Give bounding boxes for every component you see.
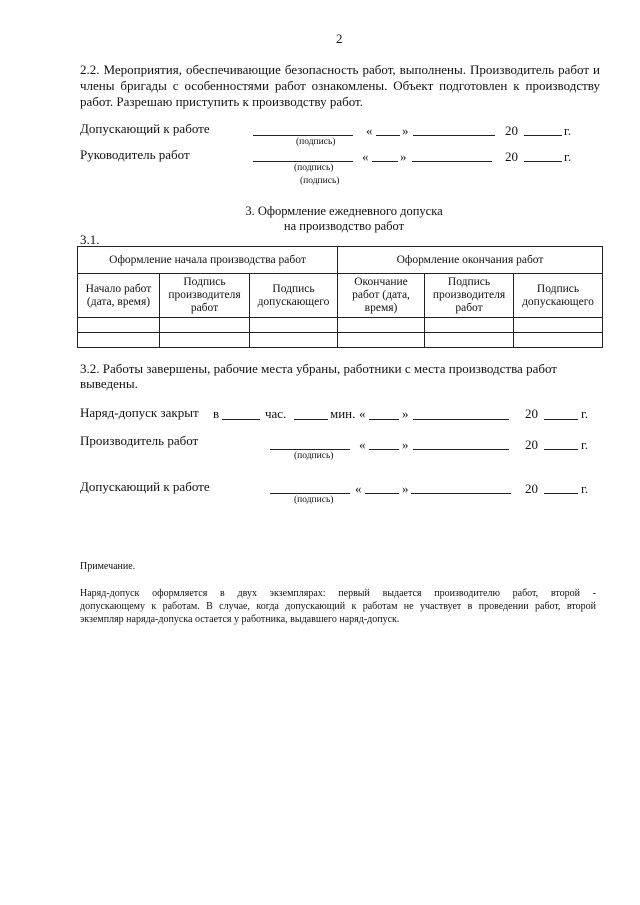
quote-open: « bbox=[366, 123, 373, 138]
month-line[interactable] bbox=[413, 449, 509, 450]
header-line: допускающего bbox=[522, 295, 594, 308]
col-header-end-time bbox=[338, 274, 425, 318]
day-line[interactable] bbox=[369, 419, 399, 420]
year-line[interactable] bbox=[544, 449, 578, 450]
col-header-start-time bbox=[78, 274, 160, 318]
year-suffix: г. bbox=[564, 149, 572, 164]
signature-caption: (подпись) bbox=[294, 495, 334, 505]
quote-close: » bbox=[402, 481, 409, 496]
hours-line[interactable] bbox=[222, 419, 260, 420]
section-3-2-line: выведены. bbox=[80, 376, 138, 391]
table-row bbox=[78, 333, 603, 348]
quote-close: » bbox=[402, 437, 409, 452]
producer-label: Производитель работ bbox=[80, 433, 199, 448]
note-line: экземпляр наряда-допуска остается у работника, выдавшего наряд-допуск. bbox=[80, 614, 400, 625]
section-3-title: 3. Оформление ежедневного допуска bbox=[245, 204, 443, 218]
header-line: (дата, время) bbox=[86, 295, 151, 308]
admitter-label: Допускающий к работе bbox=[80, 479, 210, 494]
start-group-header: Оформление начала производства работ bbox=[78, 247, 338, 274]
supervisor-signature-line[interactable] bbox=[253, 161, 353, 162]
subsection-3-1: 3.1. bbox=[80, 232, 100, 247]
in-word: в bbox=[213, 406, 220, 421]
table-cell[interactable] bbox=[78, 318, 160, 333]
quote-open: « bbox=[359, 437, 366, 452]
quote-open: « bbox=[362, 149, 369, 164]
end-group-header: Оформление окончания работ bbox=[338, 247, 603, 274]
month-line[interactable] bbox=[412, 161, 492, 162]
note-line: Наряд-допуск оформляется в двух экземплярах: первый выдается производителю работ, второй - bbox=[80, 588, 596, 599]
quote-open: « bbox=[355, 481, 362, 496]
year-prefix: 20 bbox=[525, 437, 538, 452]
section-2-2-line: члены бригады с особенностями работ ознакомлены. Объект подготовлен к производству bbox=[80, 78, 600, 93]
day-line[interactable] bbox=[376, 135, 400, 136]
year-suffix: г. bbox=[564, 123, 572, 138]
section-2-2-line: работ. Разрешаю приступить к производству работ. bbox=[80, 94, 363, 109]
section-2-2-line: 2.2. Мероприятия, обеспечивающие безопасность работ, выполнены. Производитель работ и bbox=[80, 62, 600, 77]
month-line[interactable] bbox=[413, 419, 509, 420]
header-line: Подпись bbox=[183, 276, 226, 288]
year-line[interactable] bbox=[524, 135, 562, 136]
hours-word: час. bbox=[265, 406, 287, 421]
table-cell[interactable] bbox=[514, 318, 603, 333]
admitter-label: Допускающий к работе bbox=[80, 121, 210, 136]
header-line: Подпись bbox=[272, 282, 315, 295]
month-line[interactable] bbox=[413, 135, 495, 136]
page-number: 2 bbox=[336, 31, 343, 46]
header-line: производителя bbox=[432, 289, 506, 301]
day-line[interactable] bbox=[372, 161, 398, 162]
note-text bbox=[80, 587, 596, 626]
note-line: допускающему к работам. В случае, когда допускающий к работам не участвует в проведении работ, второй bbox=[80, 601, 596, 612]
year-line[interactable] bbox=[524, 161, 562, 162]
col-header-producer-signature bbox=[425, 274, 514, 318]
table-cell[interactable] bbox=[338, 333, 425, 348]
section-2-2-text bbox=[80, 62, 600, 110]
year-line[interactable] bbox=[544, 419, 578, 420]
admitter-signature-line[interactable] bbox=[253, 135, 353, 136]
year-suffix: г. bbox=[581, 437, 589, 452]
minutes-word: мин. bbox=[330, 406, 356, 421]
admitter-signature-line[interactable] bbox=[270, 493, 350, 494]
signature-caption: (подпись) bbox=[296, 137, 336, 147]
quote-open: « bbox=[359, 406, 366, 421]
producer-signature-line[interactable] bbox=[270, 449, 350, 450]
signature-caption: (подпись) bbox=[300, 176, 340, 186]
note-title: Примечание. bbox=[80, 561, 136, 572]
year-prefix: 20 bbox=[505, 149, 518, 164]
table-row bbox=[78, 318, 603, 333]
header-line: допускающего bbox=[257, 295, 330, 308]
supervisor-label: Руководитель работ bbox=[80, 147, 190, 162]
quote-close: » bbox=[400, 149, 407, 164]
section-3-subtitle: на производство работ bbox=[283, 219, 405, 233]
header-line: время) bbox=[364, 302, 398, 314]
month-line[interactable] bbox=[411, 493, 511, 494]
day-line[interactable] bbox=[369, 449, 399, 450]
year-line[interactable] bbox=[544, 493, 578, 494]
table-cell[interactable] bbox=[425, 318, 514, 333]
table-cell[interactable] bbox=[160, 318, 250, 333]
header-line: работ bbox=[455, 302, 483, 314]
col-header-admitter-signature bbox=[250, 274, 338, 318]
closed-label: Наряд-допуск закрыт bbox=[80, 405, 199, 420]
header-line: Окончание bbox=[354, 276, 408, 288]
col-header-producer-signature bbox=[160, 274, 250, 318]
day-line[interactable] bbox=[365, 493, 399, 494]
daily-admission-table bbox=[77, 246, 603, 348]
header-line: Подпись bbox=[536, 282, 580, 295]
signature-caption: (подпись) bbox=[294, 451, 334, 461]
year-prefix: 20 bbox=[525, 406, 538, 421]
minutes-line[interactable] bbox=[294, 419, 328, 420]
section-3-2-line: 3.2. Работы завершены, рабочие места убраны, работники с места производства работ bbox=[80, 361, 557, 376]
header-line: Подпись bbox=[447, 276, 491, 288]
header-line: работ bbox=[190, 302, 219, 314]
header-line: Начало работ bbox=[85, 282, 152, 295]
table-cell[interactable] bbox=[425, 333, 514, 348]
col-header-admitter-signature bbox=[514, 274, 603, 318]
header-line: работ (дата, bbox=[352, 289, 410, 301]
signature-caption: (подпись) bbox=[294, 163, 334, 173]
year-prefix: 20 bbox=[525, 481, 538, 496]
table-cell[interactable] bbox=[338, 318, 425, 333]
year-suffix: г. bbox=[581, 481, 589, 496]
table-cell[interactable] bbox=[160, 333, 250, 348]
year-prefix: 20 bbox=[505, 123, 518, 138]
table-cell[interactable] bbox=[78, 333, 160, 348]
quote-close: » bbox=[402, 406, 409, 421]
header-line: производителя bbox=[168, 289, 241, 301]
table-cell[interactable] bbox=[250, 333, 338, 348]
table-cell[interactable] bbox=[250, 318, 338, 333]
year-suffix: г. bbox=[581, 406, 589, 421]
table-cell[interactable] bbox=[514, 333, 603, 348]
quote-close: » bbox=[402, 123, 409, 138]
